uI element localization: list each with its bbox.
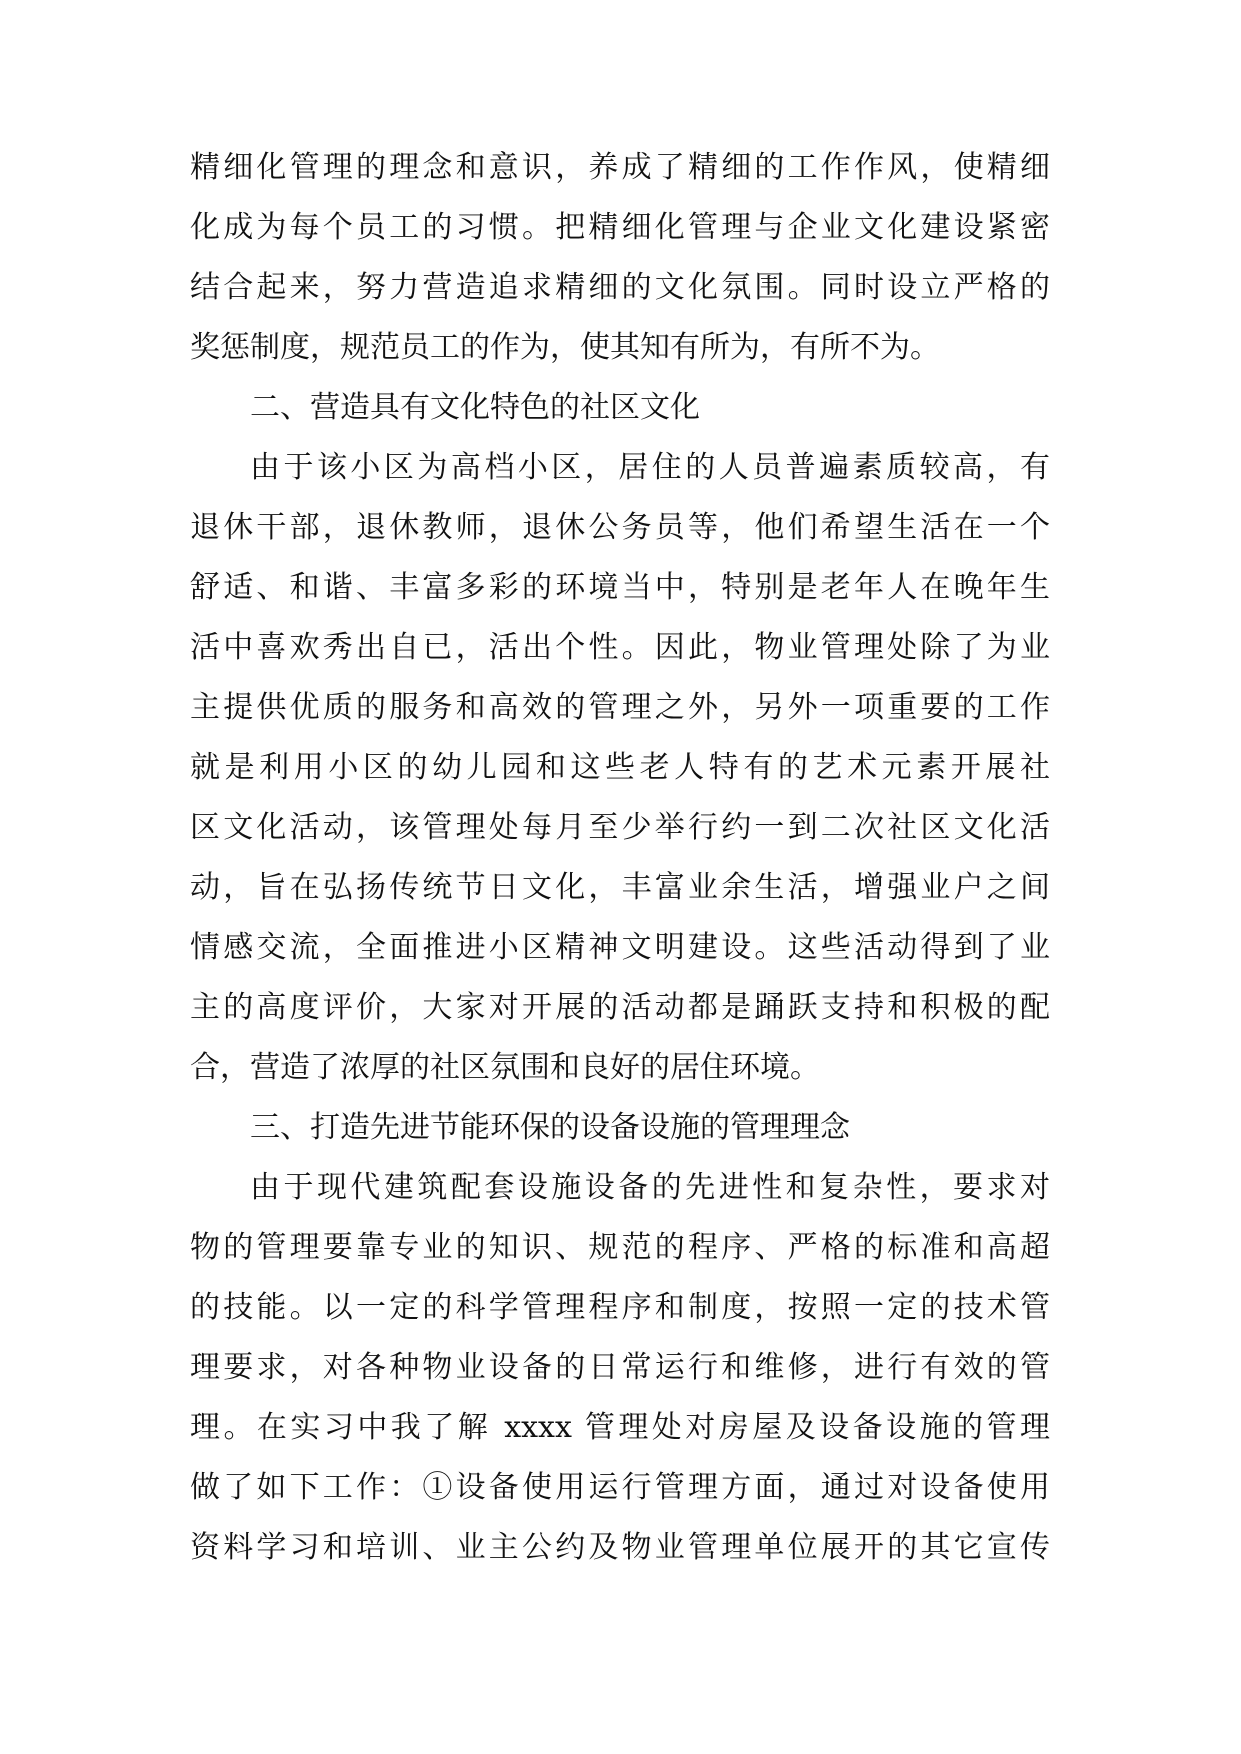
text-line: 由于现代建筑配套设施设备的先进性和复杂性，要求对 bbox=[250, 1170, 1050, 1205]
text-line: 的技能。以一定的科学管理程序和制度，按照一定的技术管 bbox=[190, 1290, 1050, 1325]
text-line: 结合起来，努力营造追求精细的文化氛围。同时设立严格的 bbox=[190, 270, 1050, 305]
text-line: 舒适、和谐、丰富多彩的环境当中，特别是老年人在晚年生 bbox=[190, 570, 1050, 605]
text-line: 就是利用小区的幼儿园和这些老人特有的艺术元素开展社 bbox=[190, 750, 1050, 785]
section-heading: 三、打造先进节能环保的设备设施的管理理念 bbox=[250, 1110, 850, 1145]
text-line: 合，营造了浓厚的社区氛围和良好的居住环境。 bbox=[190, 1050, 820, 1085]
text-line: 动，旨在弘扬传统节日文化，丰富业余生活，增强业户之间 bbox=[190, 870, 1050, 905]
text-line: 主的高度评价，大家对开展的活动都是踊跃支持和积极的配 bbox=[190, 990, 1050, 1025]
text-line: 由于该小区为高档小区，居住的人员普遍素质较高，有 bbox=[250, 450, 1050, 485]
text-line: 物的管理要靠专业的知识、规范的程序、严格的标准和高超 bbox=[190, 1230, 1050, 1265]
text-line: 活中喜欢秀出自已，活出个性。因此，物业管理处除了为业 bbox=[190, 630, 1050, 665]
section-heading: 二、营造具有文化特色的社区文化 bbox=[250, 390, 700, 425]
text-line: 资料学习和培训、业主公约及物业管理单位展开的其它宣传 bbox=[190, 1530, 1050, 1565]
text-line: 奖惩制度，规范员工的作为，使其知有所为，有所不为。 bbox=[190, 330, 940, 365]
text-line: 主提供优质的服务和高效的管理之外，另外一项重要的工作 bbox=[190, 690, 1050, 725]
text-line: 理要求，对各种物业设备的日常运行和维修，进行有效的管 bbox=[190, 1350, 1050, 1385]
text-line: 区文化活动，该管理处每月至少举行约一到二次社区文化活 bbox=[190, 810, 1050, 845]
text-line: 精细化管理的理念和意识，养成了精细的工作作风，使精细 bbox=[190, 150, 1050, 185]
text-line: 退休干部，退休教师，退休公务员等，他们希望生活在一个 bbox=[190, 510, 1050, 545]
text-line: 理。在实习中我了解 xxxx 管理处对房屋及设备设施的管理 bbox=[190, 1410, 1050, 1445]
text-line: 化成为每个员工的习惯。把精细化管理与企业文化建设紧密 bbox=[190, 210, 1050, 245]
text-line: 情感交流，全面推进小区精神文明建设。这些活动得到了业 bbox=[190, 930, 1050, 965]
text-line: 做了如下工作：①设备使用运行管理方面，通过对设备使用 bbox=[190, 1470, 1050, 1505]
